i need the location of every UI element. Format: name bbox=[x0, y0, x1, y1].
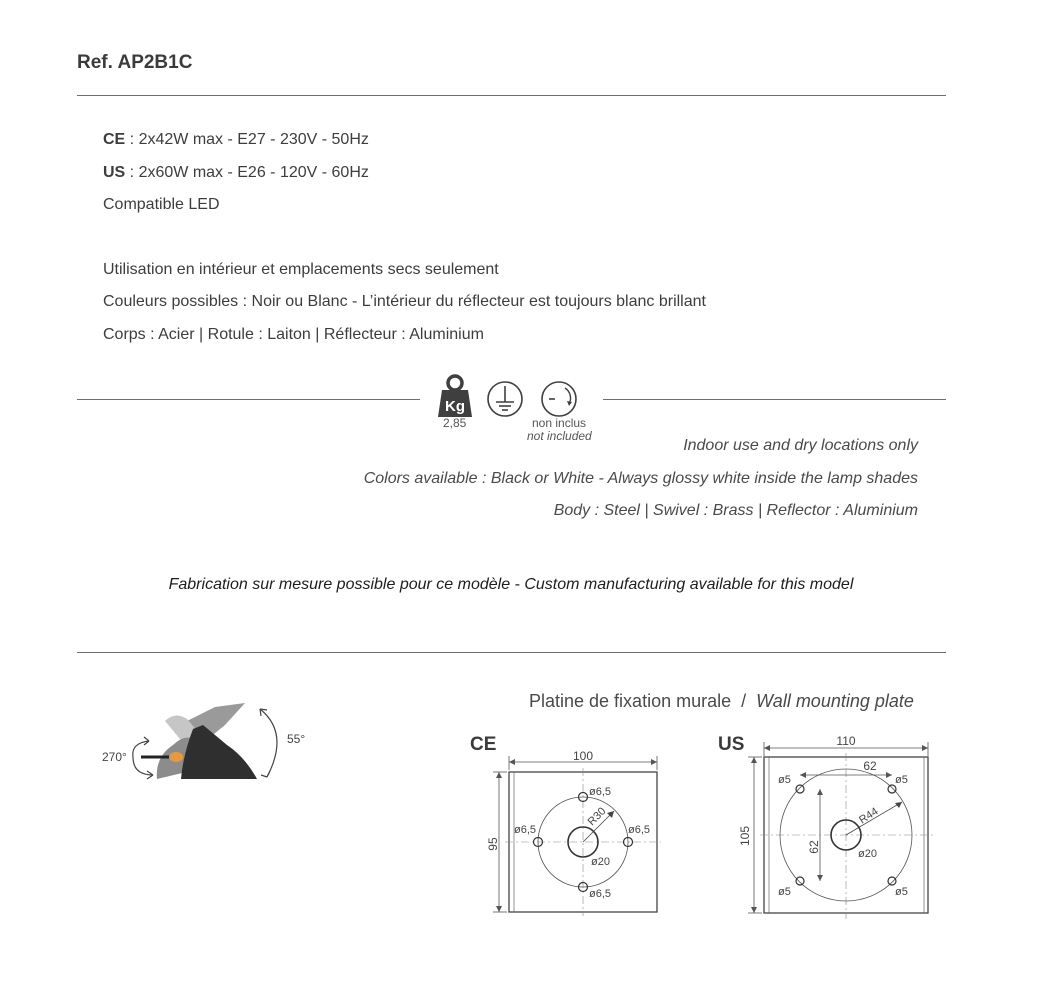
tilt-arrow bbox=[260, 709, 277, 777]
en-body: Body : Steel | Swivel : Brass | Reflector : Aluminium bbox=[553, 502, 918, 519]
spec-ce bbox=[103, 131, 369, 149]
reference-title: Ref. AP2B1C bbox=[77, 52, 193, 73]
spec-us-value: : 2x60W max - E26 - 120V - 60Hz bbox=[125, 164, 369, 181]
us-hole-tl-label: ø5 bbox=[778, 774, 791, 786]
spec-us-label: US bbox=[103, 164, 126, 181]
fr-usage: Utilisation en intérieur et emplacements secs seulement bbox=[103, 261, 499, 278]
fr-body: Corps : Acier | Rotule : Laiton | Réflecteur : Aluminium bbox=[103, 326, 484, 343]
ce-height-label: 95 bbox=[486, 837, 500, 851]
spec-ce-value: : 2x42W max - E27 - 230V - 50Hz bbox=[125, 131, 369, 148]
spec-ce-label: CE bbox=[103, 131, 126, 148]
rotation-diagram bbox=[95, 695, 320, 795]
divider-icons-right bbox=[603, 399, 946, 400]
us-hole-bottom-left bbox=[796, 877, 804, 885]
us-hole-br-label: ø5 bbox=[895, 886, 908, 898]
dimmer-note-fr: non inclus bbox=[532, 416, 587, 430]
us-spacing-h-label: 62 bbox=[863, 759, 877, 773]
ce-center-label: ø20 bbox=[591, 856, 610, 868]
us-hole-top-right bbox=[888, 785, 896, 793]
dimmer-icon bbox=[539, 380, 579, 418]
ce-hole-bottom-label: ø6,5 bbox=[589, 888, 612, 900]
ground-icon bbox=[486, 380, 524, 418]
spec-us bbox=[103, 164, 369, 182]
divider-icons-left bbox=[77, 399, 420, 400]
us-width-label: 110 bbox=[836, 734, 856, 748]
us-radius-label: R44 bbox=[857, 805, 881, 827]
mounting-title-fr: Platine de fixation murale bbox=[529, 691, 732, 711]
divider-top bbox=[77, 95, 946, 96]
us-hole-bottom-right bbox=[888, 877, 896, 885]
divider-bottom bbox=[77, 652, 946, 653]
us-hole-tr-label: ø5 bbox=[895, 774, 908, 786]
custom-manufacturing-note: Fabrication sur mesure possible pour ce modèle - Custom manufacturing available for this model bbox=[168, 576, 854, 593]
mounting-title-en: Wall mounting plate bbox=[756, 691, 914, 711]
lamp-shade-dark bbox=[181, 725, 257, 779]
ce-mounting-plate-diagram bbox=[465, 730, 680, 930]
us-plate-label: US bbox=[718, 734, 745, 755]
us-hole-top-left bbox=[796, 785, 804, 793]
us-hole-bl-label: ø5 bbox=[778, 886, 791, 898]
mounting-title-separator: / bbox=[731, 691, 757, 711]
us-center-label: ø20 bbox=[858, 848, 877, 860]
us-mounting-plate-diagram bbox=[714, 730, 944, 930]
us-spacing-v-label: 62 bbox=[807, 840, 821, 854]
rotation-horizontal-label: 270° bbox=[102, 750, 127, 764]
weight-unit-text: Kg bbox=[445, 398, 465, 415]
spec-led: Compatible LED bbox=[103, 196, 220, 213]
ce-hole-top-label: ø6,5 bbox=[589, 786, 612, 798]
dimmer-note-en: not included bbox=[527, 429, 592, 443]
brass-swivel bbox=[169, 752, 183, 762]
ce-hole-left-label: ø6,5 bbox=[514, 824, 537, 836]
weight-icon bbox=[436, 374, 474, 418]
rotation-tilt-label: 55° bbox=[287, 732, 306, 746]
ce-width-label: 100 bbox=[572, 749, 594, 763]
weight-value: 2,85 bbox=[443, 416, 467, 430]
ce-plate-label: CE bbox=[470, 734, 497, 755]
en-usage: Indoor use and dry locations only bbox=[683, 437, 918, 454]
ce-radius-label: R30 bbox=[585, 805, 609, 829]
ce-hole-right-label: ø6,5 bbox=[628, 824, 651, 836]
en-colors: Colors available : Black or White - Always glossy white inside the lamp shades bbox=[363, 470, 918, 487]
us-height-label: 105 bbox=[738, 825, 752, 847]
fr-colors: Couleurs possibles : Noir ou Blanc - L’intérieur du réflecteur est toujours blanc brillant bbox=[103, 293, 706, 310]
mounting-plate-title bbox=[529, 691, 914, 712]
